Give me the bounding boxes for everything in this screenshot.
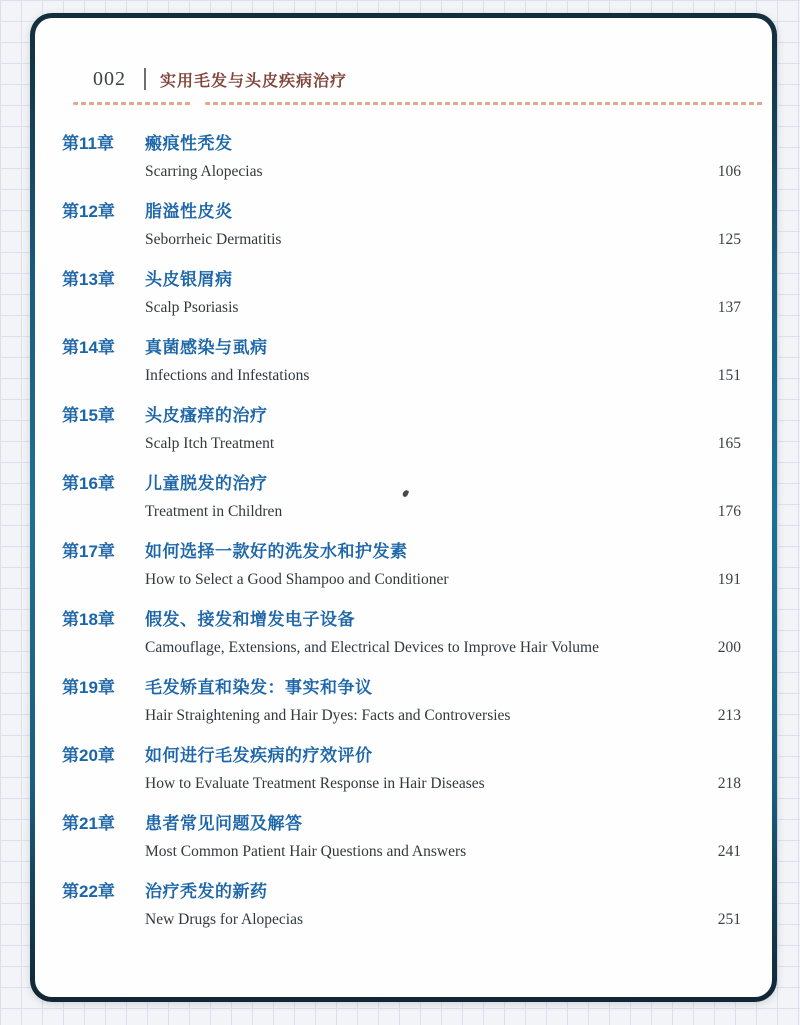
toc-list [35, 130, 772, 946]
chapter-title-en: Scalp Psoriasis [145, 299, 239, 316]
chapter-title-en: How to Evaluate Treatment Response in Hair Diseases [145, 775, 485, 792]
toc-entry [35, 606, 772, 661]
chapter-page-number: 200 [717, 639, 741, 656]
toc-entry-chinese-line [35, 198, 772, 226]
toc-entry-chinese-line [35, 742, 772, 770]
chapter-page-number: 241 [717, 843, 741, 860]
toc-entry-english-line [35, 702, 772, 729]
chapter-page-number: 218 [717, 775, 741, 792]
chapter-title-zh: 头皮银屑病 [145, 270, 233, 289]
chapter-label: 第21章 [62, 814, 115, 833]
toc-entry [35, 674, 772, 729]
chapter-page-number: 106 [717, 163, 741, 180]
toc-entry-chinese-line [35, 130, 772, 158]
toc-entry [35, 130, 772, 185]
chapter-title-zh: 头皮瘙痒的治疗 [145, 406, 268, 425]
header-divider [144, 68, 146, 90]
chapter-title-zh: 脂溢性皮炎 [145, 202, 233, 221]
book-page [35, 18, 772, 997]
toc-entry-chinese-line [35, 810, 772, 838]
toc-entry-chinese-line [35, 538, 772, 566]
chapter-label: 第22章 [62, 882, 115, 901]
chapter-title-zh: 治疗秃发的新药 [145, 882, 268, 901]
toc-entry [35, 402, 772, 457]
toc-entry-english-line [35, 226, 772, 253]
chapter-label: 第15章 [62, 406, 115, 425]
chapter-title-en: How to Select a Good Shampoo and Conditioner [145, 571, 449, 588]
header-underline [73, 102, 764, 105]
toc-entry [35, 810, 772, 865]
chapter-title-en: Infections and Infestations [145, 367, 310, 384]
chapter-title-zh: 如何进行毛发疾病的疗效评价 [145, 746, 373, 765]
underline-left-segment [73, 102, 191, 105]
toc-entry-english-line [35, 838, 772, 865]
toc-entry [35, 470, 772, 525]
chapter-title-zh: 真菌感染与虱病 [145, 338, 268, 357]
chapter-label: 第11章 [62, 134, 114, 153]
toc-entry [35, 878, 772, 933]
chapter-label: 第19章 [62, 678, 115, 697]
chapter-title-en: Seborrheic Dermatitis [145, 231, 282, 248]
chapter-page-number: 125 [717, 231, 741, 248]
toc-entry [35, 266, 772, 321]
chapter-page-number: 176 [717, 503, 741, 520]
toc-entry-english-line [35, 294, 772, 321]
toc-entry-chinese-line [35, 674, 772, 702]
toc-entry [35, 742, 772, 797]
chapter-title-en: Hair Straightening and Hair Dyes: Facts and Controversies [145, 707, 511, 724]
chapter-title-en: Most Common Patient Hair Questions and Answers [145, 843, 467, 860]
chapter-title-en: Scalp Itch Treatment [145, 435, 275, 452]
header-book-title: 实用毛发与头皮疾病治疗 [160, 72, 348, 90]
chapter-title-zh: 毛发矫直和染发：事实和争议 [145, 678, 373, 697]
toc-entry-chinese-line [35, 402, 772, 430]
chapter-label: 第14章 [62, 338, 115, 357]
toc-entry-english-line [35, 770, 772, 797]
chapter-label: 第20章 [62, 746, 115, 765]
toc-entry-english-line [35, 634, 772, 661]
chapter-title-zh: 患者常见问题及解答 [145, 814, 303, 833]
chapter-page-number: 251 [717, 911, 741, 928]
chapter-title-en: Treatment in Children [145, 503, 283, 520]
chapter-label: 第13章 [62, 270, 115, 289]
toc-entry-chinese-line [35, 878, 772, 906]
toc-entry-english-line [35, 498, 772, 525]
toc-entry-chinese-line [35, 266, 772, 294]
toc-entry [35, 334, 772, 389]
book-page-border [30, 13, 777, 1002]
toc-entry-english-line [35, 362, 772, 389]
chapter-title-zh: 儿童脱发的治疗 [145, 474, 268, 493]
chapter-page-number: 213 [717, 707, 741, 724]
toc-entry-english-line [35, 158, 772, 185]
chapter-label: 第18章 [62, 610, 115, 629]
chapter-title-zh: 瘢痕性秃发 [145, 134, 233, 153]
chapter-label: 第16章 [62, 474, 115, 493]
chapter-title-zh: 假发、接发和增发电子设备 [145, 610, 355, 629]
chapter-page-number: 137 [717, 299, 741, 316]
toc-entry-english-line [35, 906, 772, 933]
chapter-page-number: 165 [717, 435, 741, 452]
toc-entry-chinese-line [35, 334, 772, 362]
toc-entry [35, 198, 772, 253]
chapter-title-en: Scarring Alopecias [145, 163, 263, 180]
toc-entry-chinese-line [35, 606, 772, 634]
chapter-title-en: Camouflage, Extensions, and Electrical Devices to Improve Hair Volume [145, 639, 599, 656]
chapter-label: 第17章 [62, 542, 115, 561]
chapter-page-number: 191 [717, 571, 741, 588]
toc-entry [35, 538, 772, 593]
chapter-label: 第12章 [62, 202, 115, 221]
underline-right-segment [205, 102, 764, 105]
toc-entry-english-line [35, 430, 772, 457]
toc-entry-english-line [35, 566, 772, 593]
header-page-number: 002 [93, 67, 126, 90]
chapter-title-en: New Drugs for Alopecias [145, 911, 303, 928]
chapter-page-number: 151 [717, 367, 741, 384]
chapter-title-zh: 如何选择一款好的洗发水和护发素 [145, 542, 408, 561]
page-header [35, 66, 772, 105]
